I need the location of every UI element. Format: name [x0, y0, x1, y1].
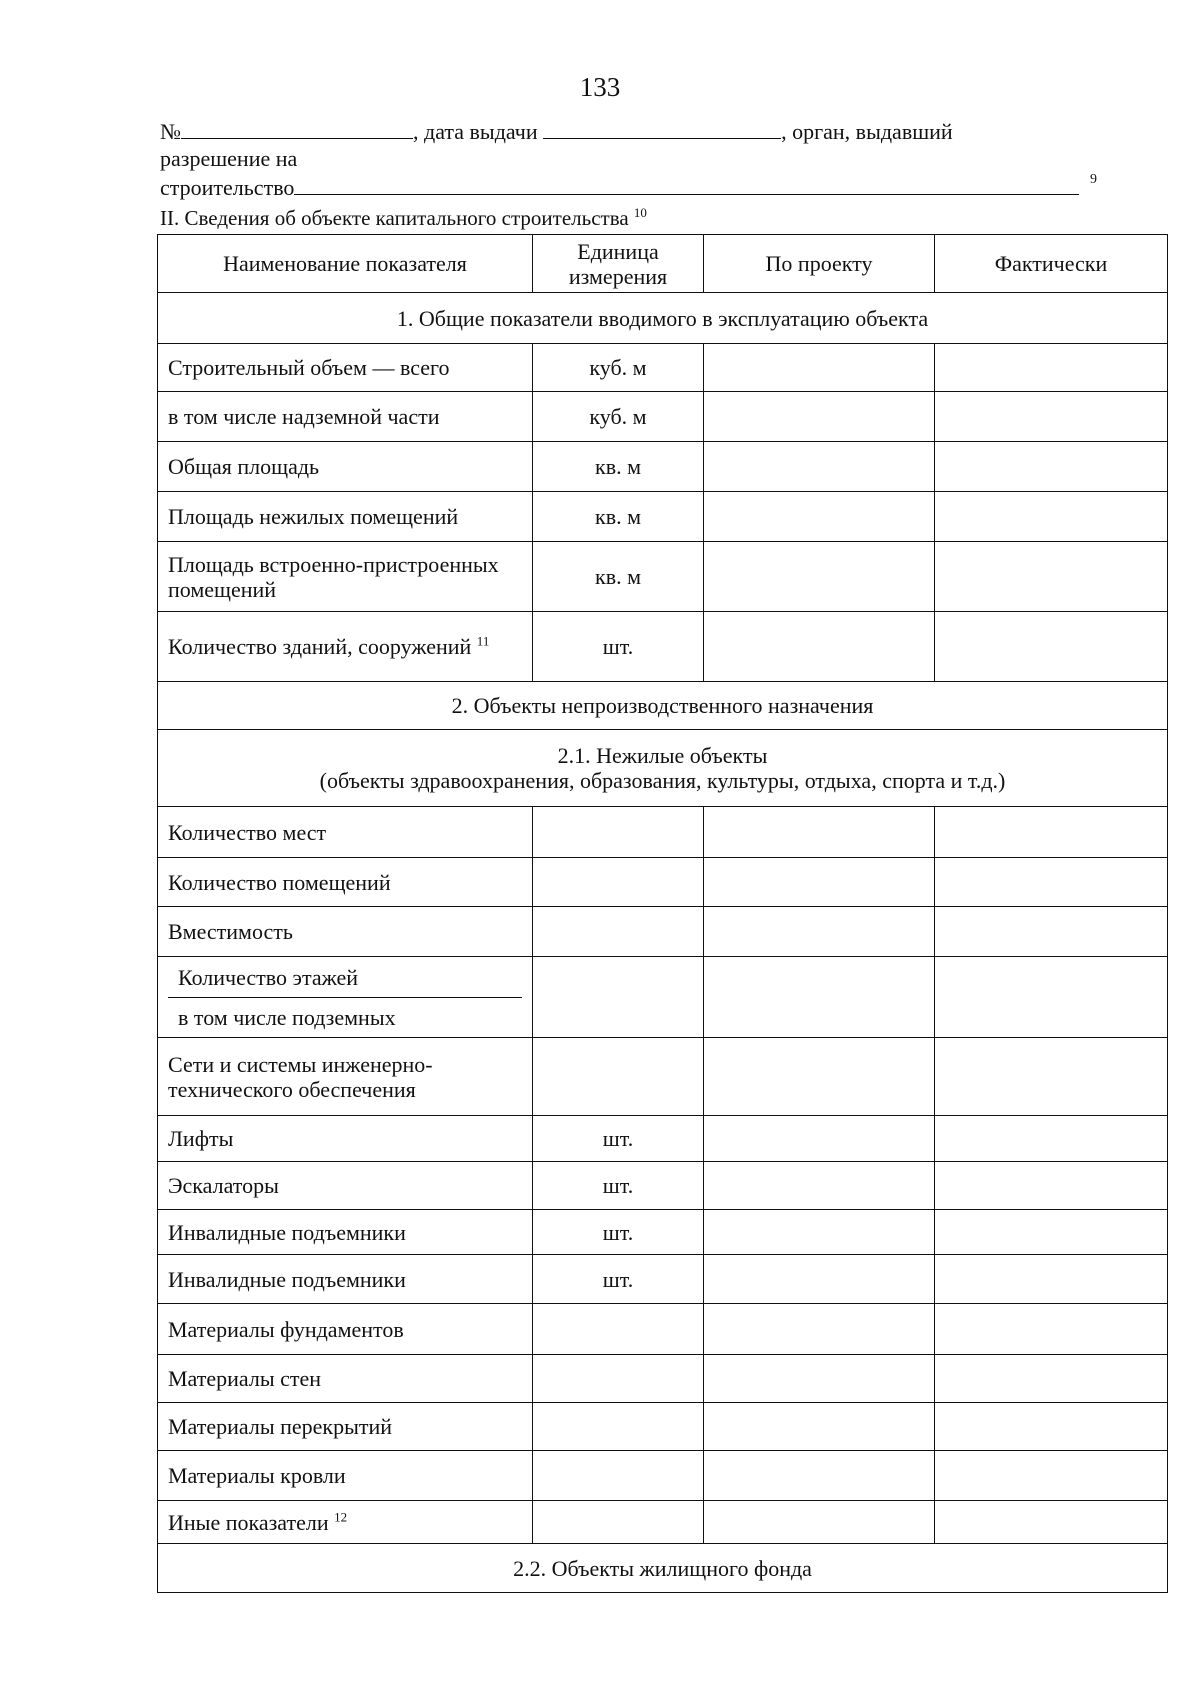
row-name: Количество помещений [158, 858, 533, 907]
table-row [158, 957, 1168, 1038]
row-unit: шт. [533, 1162, 704, 1210]
floors-underground-label: в том числе подземных [168, 997, 522, 1037]
row-name: Общая площадь [158, 442, 533, 492]
table-row [158, 1038, 1168, 1116]
planned-value-cell[interactable] [704, 1451, 935, 1501]
row-unit [533, 957, 704, 1038]
planned-value-cell[interactable] [704, 442, 935, 492]
row-name: Эскалаторы [158, 1162, 533, 1210]
row-name: Материалы стен [158, 1355, 533, 1403]
table-row [158, 442, 1168, 492]
actual-value-cell[interactable] [935, 807, 1168, 858]
header-unit-line2: измерения [568, 263, 668, 289]
header-row [158, 235, 1168, 293]
row-name: Инвалидные подъемники [158, 1210, 533, 1255]
planned-value-cell[interactable] [704, 807, 935, 858]
networks-label [158, 1038, 533, 1116]
floors-cell [158, 957, 533, 1038]
planned-value-cell[interactable] [704, 1255, 935, 1304]
actual-value-cell[interactable] [935, 858, 1168, 907]
row-unit [533, 807, 704, 858]
group21-subtitle: (объекты здравоохранения, образования, культуры, отдыха, спорта и т.д.) [319, 768, 1006, 793]
actual-value-cell[interactable] [935, 1304, 1168, 1355]
footnote-11: 11 [476, 633, 490, 649]
row-name: Строительный объем — всего [158, 344, 533, 392]
group22-title-row [158, 1544, 1168, 1593]
table-row [158, 392, 1168, 442]
group21-title-row [158, 730, 1168, 807]
table-row [158, 1355, 1168, 1403]
other-label-cell [158, 1501, 533, 1544]
footnote-9: 9 [1090, 172, 1097, 187]
actual-value-cell[interactable] [935, 1162, 1168, 1210]
actual-value-cell[interactable] [935, 392, 1168, 442]
row-unit [533, 858, 704, 907]
row-name: Площадь нежилых помещений [158, 492, 533, 542]
planned-value-cell[interactable] [704, 542, 935, 612]
row-unit [533, 1304, 704, 1355]
row-unit [533, 1355, 704, 1403]
actual-value-cell[interactable] [935, 542, 1168, 612]
table-row [158, 1255, 1168, 1304]
planned-value-cell[interactable] [704, 858, 935, 907]
row-name: Материалы перекрытий [158, 1403, 533, 1451]
issuer-blank [294, 174, 1079, 195]
planned-value-cell[interactable] [704, 1403, 935, 1451]
planned-value-cell[interactable] [704, 1038, 935, 1116]
table-row [158, 807, 1168, 858]
table-row [158, 1210, 1168, 1255]
planned-value-cell[interactable] [704, 492, 935, 542]
row-name-text: Количество зданий, сооружений [168, 634, 472, 659]
row-name: в том числе надземной части [158, 392, 533, 442]
row-name: Площадь встроенно-пристроенных помещений [158, 542, 533, 612]
permit-number-blank [181, 118, 413, 139]
table-row [158, 1304, 1168, 1355]
actual-value-cell[interactable] [935, 1038, 1168, 1116]
actual-value-cell[interactable] [935, 1451, 1168, 1501]
header-unit [533, 235, 704, 293]
table-row [158, 907, 1168, 957]
row-unit: кв. м [533, 492, 704, 542]
actual-value-cell[interactable] [935, 612, 1168, 682]
row-name: Лифты [158, 1116, 533, 1162]
group21-title-cell [158, 730, 1168, 807]
row-unit [533, 1501, 704, 1544]
planned-value-cell[interactable] [704, 1501, 935, 1544]
planned-value-cell[interactable] [704, 392, 935, 442]
actual-value-cell[interactable] [935, 1116, 1168, 1162]
table-row [158, 612, 1168, 682]
actual-value-cell[interactable] [935, 957, 1168, 1038]
planned-value-cell[interactable] [704, 1210, 935, 1255]
header-actual: Фактически [935, 235, 1168, 293]
header-unit-line1: Единица [577, 238, 659, 264]
row-name: Материалы кровли [158, 1451, 533, 1501]
row-unit: куб. м [533, 392, 704, 442]
section-title-text: II. Сведения об объекте капитального строительства [160, 206, 629, 230]
networks-line1: Сети и системы инженерно- [168, 1051, 433, 1077]
permit-line-2: разрешение на [160, 146, 298, 171]
section-title [160, 205, 647, 231]
issuer-label: , орган, выдавший [781, 119, 953, 144]
row-unit [533, 1403, 704, 1451]
row-name [158, 612, 533, 682]
table-row [158, 1451, 1168, 1501]
header-planned: По проекту [704, 235, 935, 293]
number-sign: № [160, 119, 181, 144]
table-row [158, 858, 1168, 907]
row-unit [533, 907, 704, 957]
group1-title-row [158, 293, 1168, 344]
group2-title: 2. Объекты непроизводственного назначения [158, 682, 1168, 730]
actual-value-cell[interactable] [935, 1355, 1168, 1403]
row-unit [533, 1038, 704, 1116]
actual-value-cell[interactable] [935, 492, 1168, 542]
page-number: 133 [579, 72, 621, 102]
table-row [158, 1501, 1168, 1544]
row-name: Материалы фундаментов [158, 1304, 533, 1355]
actual-value-cell[interactable] [935, 344, 1168, 392]
footnote-12: 12 [334, 1509, 348, 1525]
group2-title-row [158, 682, 1168, 730]
table-row [158, 542, 1168, 612]
row-unit: кв. м [533, 542, 704, 612]
actual-value-cell[interactable] [935, 1255, 1168, 1304]
actual-value-cell[interactable] [935, 1403, 1168, 1451]
permit-number-line [160, 118, 953, 145]
planned-value-cell[interactable] [704, 1355, 935, 1403]
row-name: Количество мест [158, 807, 533, 858]
planned-value-cell[interactable] [704, 1304, 935, 1355]
row-name: Вместимость [158, 907, 533, 957]
row-unit: шт. [533, 612, 704, 682]
actual-value-cell[interactable] [935, 442, 1168, 492]
issue-date-blank [543, 118, 781, 139]
other-label: Иные показатели [168, 1509, 329, 1535]
networks-line2: технического обеспечения [168, 1076, 416, 1102]
object-info-table [157, 234, 1168, 1593]
row-unit: шт. [533, 1255, 704, 1304]
planned-value-cell[interactable] [704, 1116, 935, 1162]
actual-value-cell[interactable] [935, 907, 1168, 957]
section-footnote: 10 [633, 205, 647, 220]
issue-date-label: , дата выдачи [413, 119, 538, 144]
planned-value-cell[interactable] [704, 344, 935, 392]
group22-title: 2.2. Объекты жилищного фонда [158, 1544, 1168, 1593]
row-name: Инвалидные подъемники [158, 1255, 533, 1304]
planned-value-cell[interactable] [704, 957, 935, 1038]
table-row [158, 1162, 1168, 1210]
table-row [158, 1403, 1168, 1451]
row-unit [533, 1451, 704, 1501]
row-unit: шт. [533, 1210, 704, 1255]
group21-title: 2.1. Нежилые объекты [557, 743, 768, 768]
row-unit: шт. [533, 1116, 704, 1162]
planned-value-cell[interactable] [704, 1162, 935, 1210]
construction-label: строительство [160, 175, 295, 200]
table-row [158, 1116, 1168, 1162]
row-unit: кв. м [533, 442, 704, 492]
table-row [158, 344, 1168, 392]
planned-value-cell[interactable] [704, 612, 935, 682]
actual-value-cell[interactable] [935, 1501, 1168, 1544]
permit-line-3 [160, 174, 1079, 201]
group1-title: 1. Общие показатели вводимого в эксплуатацию объекта [158, 293, 1168, 344]
planned-value-cell[interactable] [704, 907, 935, 957]
table-row [158, 492, 1168, 542]
floors-label: Количество этажей [178, 964, 359, 990]
header-indicator: Наименование показателя [158, 235, 533, 293]
actual-value-cell[interactable] [935, 1210, 1168, 1255]
row-unit: куб. м [533, 344, 704, 392]
